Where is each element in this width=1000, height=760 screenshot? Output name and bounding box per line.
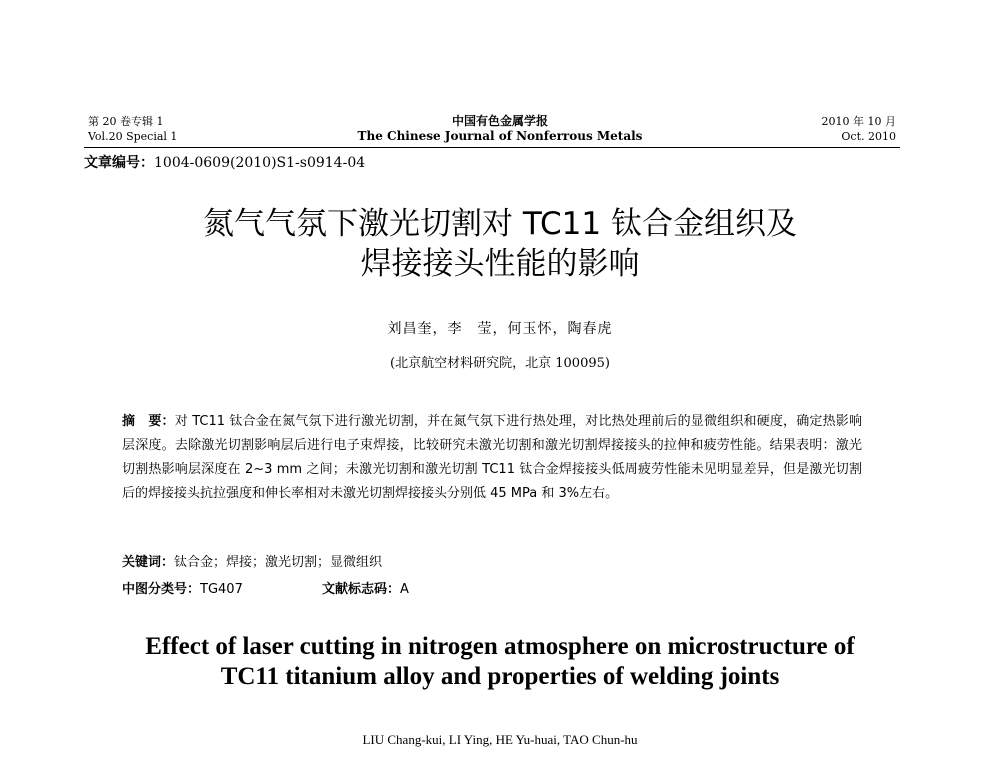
header-date-cn: 2010 年 10 月 [821, 115, 896, 128]
article-number-value: 1004-0609(2010)S1-s0914-04 [154, 155, 366, 171]
header-date [822, 114, 896, 144]
title-en [0, 632, 1000, 692]
header-date-en: Oct. 2010 [841, 130, 896, 143]
title-en-line2: TC11 titanium alloy and properties of welding joints [220, 663, 780, 690]
doc-code-label: 文献标志码： [322, 582, 401, 597]
journal-name-en: The Chinese Journal of Nonferrous Metals [357, 129, 643, 143]
header-volume-en: Vol.20 Special 1 [88, 130, 178, 143]
header-volume-cn: 第 20 卷专辑 1 [88, 115, 164, 128]
document-code [322, 578, 409, 597]
abstract-cn [122, 410, 862, 506]
doc-code-value: A [400, 582, 409, 597]
title-cn [0, 204, 1000, 284]
abstract-label: 摘 要： [122, 414, 175, 429]
abstract-text: 对 TC11 钛合金在氮气氛下进行激光切割，并在氮气氛下进行热处理，对比热处理前后的显微组织和硬度，确定热影响层深度。去除激光切割影响层后进行电子束焊接，比较研究未激光切割和激光切割焊接接头的拉伸和疲劳性能。结果表明：激光切割热影响层深度在 2~3 mm 之间；未激光切割和激光切割 TC11 钛合金焊接接头低周疲劳性能未见明显差异，但是激光切割后的焊接接头抗拉强度和伸长率相对未激光切割焊接接头分别低 45 MPa 和 3%左右。 [122, 414, 862, 501]
authors-en: LIU Chang-kui, LI Ying, HE Yu-huai, TAO Chun-hu [362, 732, 638, 747]
title-cn-line2: 焊接接头性能的影响 [360, 246, 640, 282]
title-en-line1: Effect of laser cutting in nitrogen atmosphere on microstructure of [145, 633, 855, 660]
authors-cn: 刘昌奎，李 莹，何玉怀，陶春虎 [387, 321, 613, 337]
clc-label: 中图分类号： [122, 582, 201, 597]
header-rule [84, 147, 900, 148]
affiliation-cn: (北京航空材料研究院，北京 100095) [390, 356, 610, 371]
keywords-text: 钛合金；焊接；激光切割；显微组织 [174, 555, 383, 570]
article-number [84, 152, 365, 172]
title-cn-line1: 氮气气氛下激光切割对 TC11 钛合金组织及 [203, 206, 797, 242]
clc-number [122, 578, 243, 597]
keywords [122, 551, 382, 570]
clc-value: TG407 [200, 582, 243, 597]
keywords-label: 关键词： [122, 555, 175, 570]
journal-name-cn: 中国有色金属学报 [451, 114, 548, 128]
article-number-label: 文章编号： [84, 155, 154, 171]
